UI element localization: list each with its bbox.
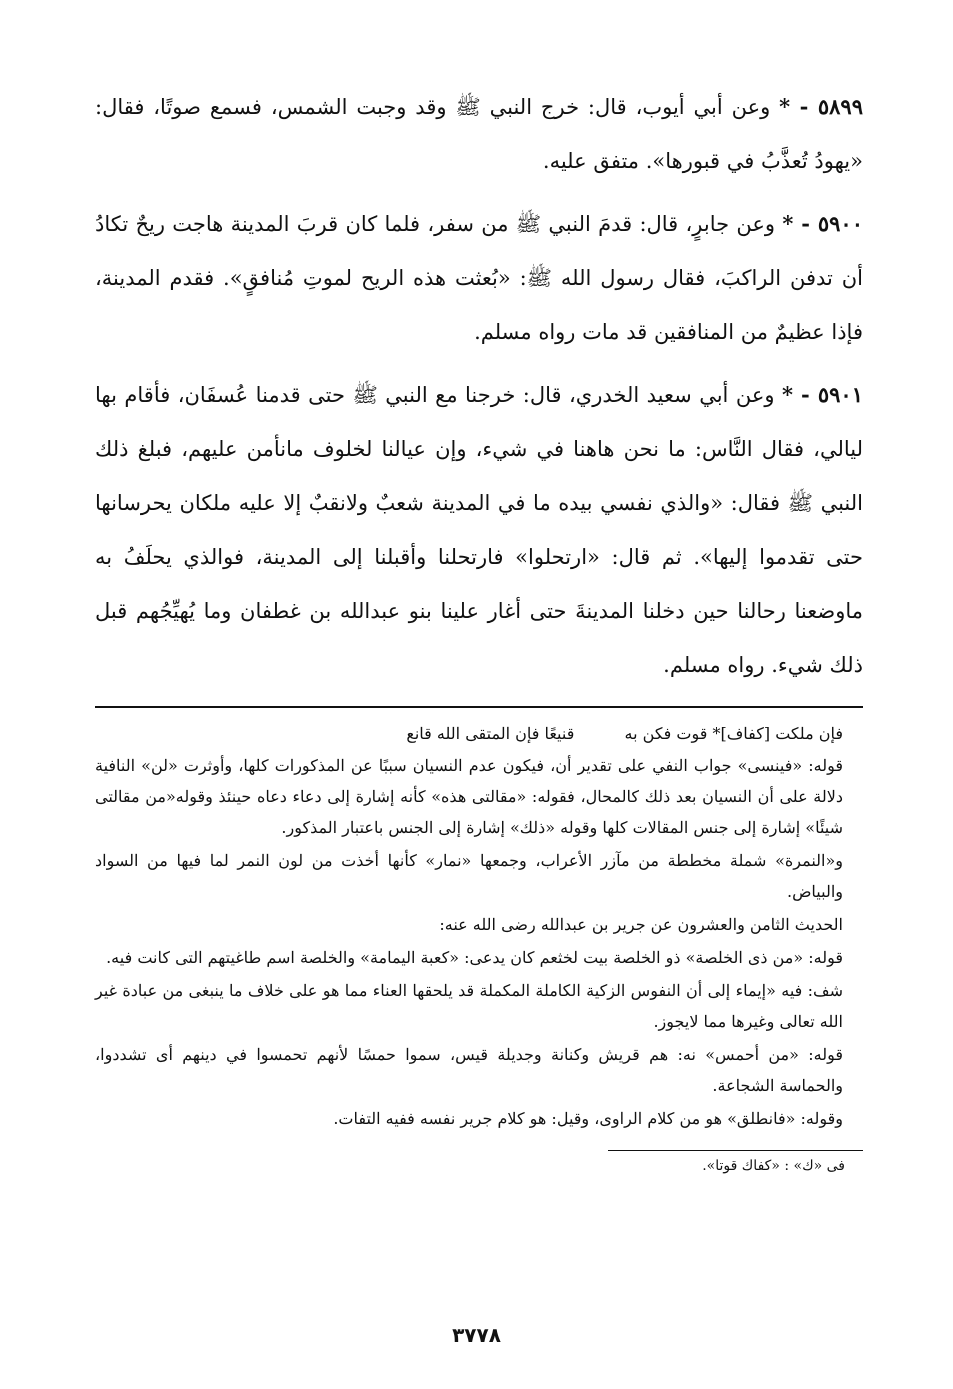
commentary-paragraph: شف: فيه «إيماء إلى أن النفوس الزكية الكاملة المكملة قد يلحقها العناء مما هو على خلاف ما ينبغى من عبادة غير الله تعالى وغيرها مما لايجوز. [95,981,843,1031]
main-text [95,80,863,692]
hadith-text: وعن جابرٍ، قال: قدمَ النبي ﷺ من سفر، فلما كان قربَ المدينة هاجت ريحٌ تكادُ أن تدفن الراكبَ، فقال رسول الله ﷺ: «بُعثت هذه الريح لموتِ مُنافقٍ». فقدم المدينة، فإذا عظيمٌ من المنافقين قد مات رواه مسلم. [95,212,863,344]
commentary-paragraph: و«النمرة» شملة مخططة من مآزر الأعراب، وجمعها «نمار» كأنها أخذت من لون النمر لما فيها من السواد والبياض. [95,851,843,901]
commentary-paragraph: الحديث الثامن والعشرون عن جرير بن عبدالله رضى الله عنه: [439,915,843,934]
main-divider [95,706,863,708]
hadith-5901 [95,368,863,692]
hadith-5899 [95,80,863,188]
page-number: ٣٧٧٨ [452,1323,501,1347]
hadith-number: ٥٩٠١ - * [781,382,863,407]
hadith-text: وعن أبي سعيد الخدري، قال: خرجنا مع النبي ﷺ حتى قدمنا عُسفَان، فأقام بها ليالي، فقال النَّاس: ما نحن هاهنا في شيء، وإن عيالنا لخلوف مانأمن عليهم، فبلغ ذلك النبي ﷺ فقال: «والذي نفسي بيده ما في المدينة شعبٌ ولانقبٌ إلا عليه ملكان يحرسانها حتى تقدموا إليها». ثم قال: «ارتحلوا» فارتحلنا وأقبلنا إلى المدينة، فوالذي يحلَفُ به ماوضعنا رحالنا حين دخلنا المدينةَ حتى أغار علينا بنو عبدالله بن غطفان وما يُهيِّجُهم قبل ذلك شيء. رواه مسلم. [95,383,863,677]
footnote: فى «ك» : «كفاك قوتا». [702,1158,845,1174]
commentary [95,718,863,1134]
commentary-paragraph: قوله: «من ذى الخلصة» ذو الخلصة بيت لخثعم كان يدعى: «كعبة اليمامة» والخلصة اسم طاغيتهم التى كانت فيه. [106,948,843,967]
commentary-paragraph: وقوله: «فانطلق» هو من كلام الراوى، وقيل: هو كلام جرير نفسه ففيه التفات. [333,1109,843,1128]
verse-second-hemistich: قنيعًا فإن المتقى الله قانع [406,724,575,743]
commentary-paragraph: قوله: «فينسى» جواب النفي على تقدير أن، فيكون عدم النسيان سببًا عن المذكورات كلها، وأوثرت «لن» النافية دلالة على أن النسيان بعد ذلك كالمحال، فقوله: «مقالتى هذه» كأنه إشارة إلى دعاء دعاه حينئذ وقوله«من مقالتى شيئًا» إشارة إلى جنس المقالات كلها وقوله «ذلك» إشارة إلى الجنس باعتبار المذكور. [95,756,843,837]
hadith-number: ٥٩٠٠ - * [782,211,863,236]
commentary-paragraph: قوله: «من أحمس» نه: هم قريش وكنانة وجديلة قيس، سموا حمسًا لأنهم تحمسوا في دينهم أى تشددوا، والحماسة الشجاعة. [95,1045,843,1095]
page-content [95,80,863,1177]
hadith-5900 [95,197,863,359]
verse-first-hemistich: فإن ملكت [كفاف]* قوت فكن به [624,724,843,743]
hadith-text: وعن أبي أيوب، قال: خرج النبي ﷺ وقد وجبت الشمس، فسمع صوتًا، فقال: «يهودُ تُعذَّبُ في قبورها». متفق عليه. [95,95,863,173]
verse [95,718,863,750]
footnote-divider [608,1150,863,1151]
hadith-number: ٥٨٩٩ - * [779,94,863,119]
